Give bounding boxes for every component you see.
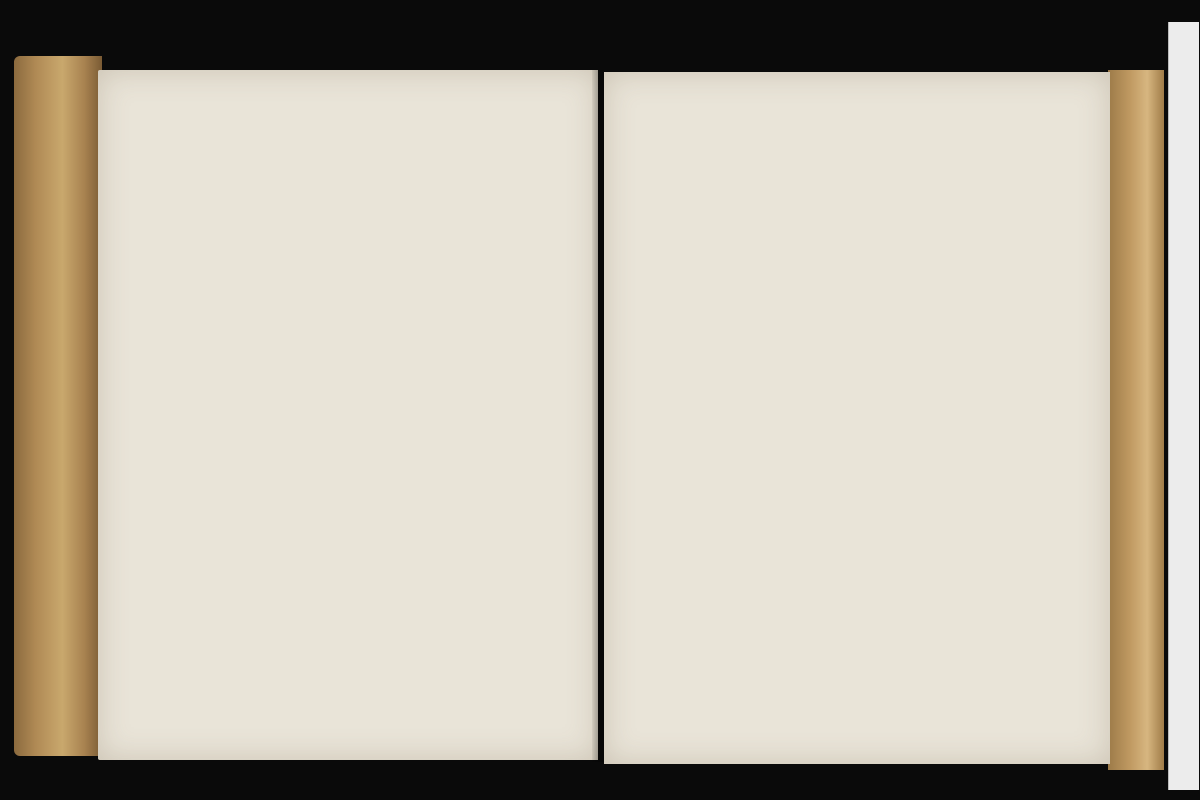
measuring-ruler	[1168, 22, 1199, 790]
right-fore-edge	[1108, 70, 1164, 770]
left-page	[98, 70, 598, 760]
left-fore-edge	[14, 56, 102, 756]
right-page	[604, 72, 1110, 764]
